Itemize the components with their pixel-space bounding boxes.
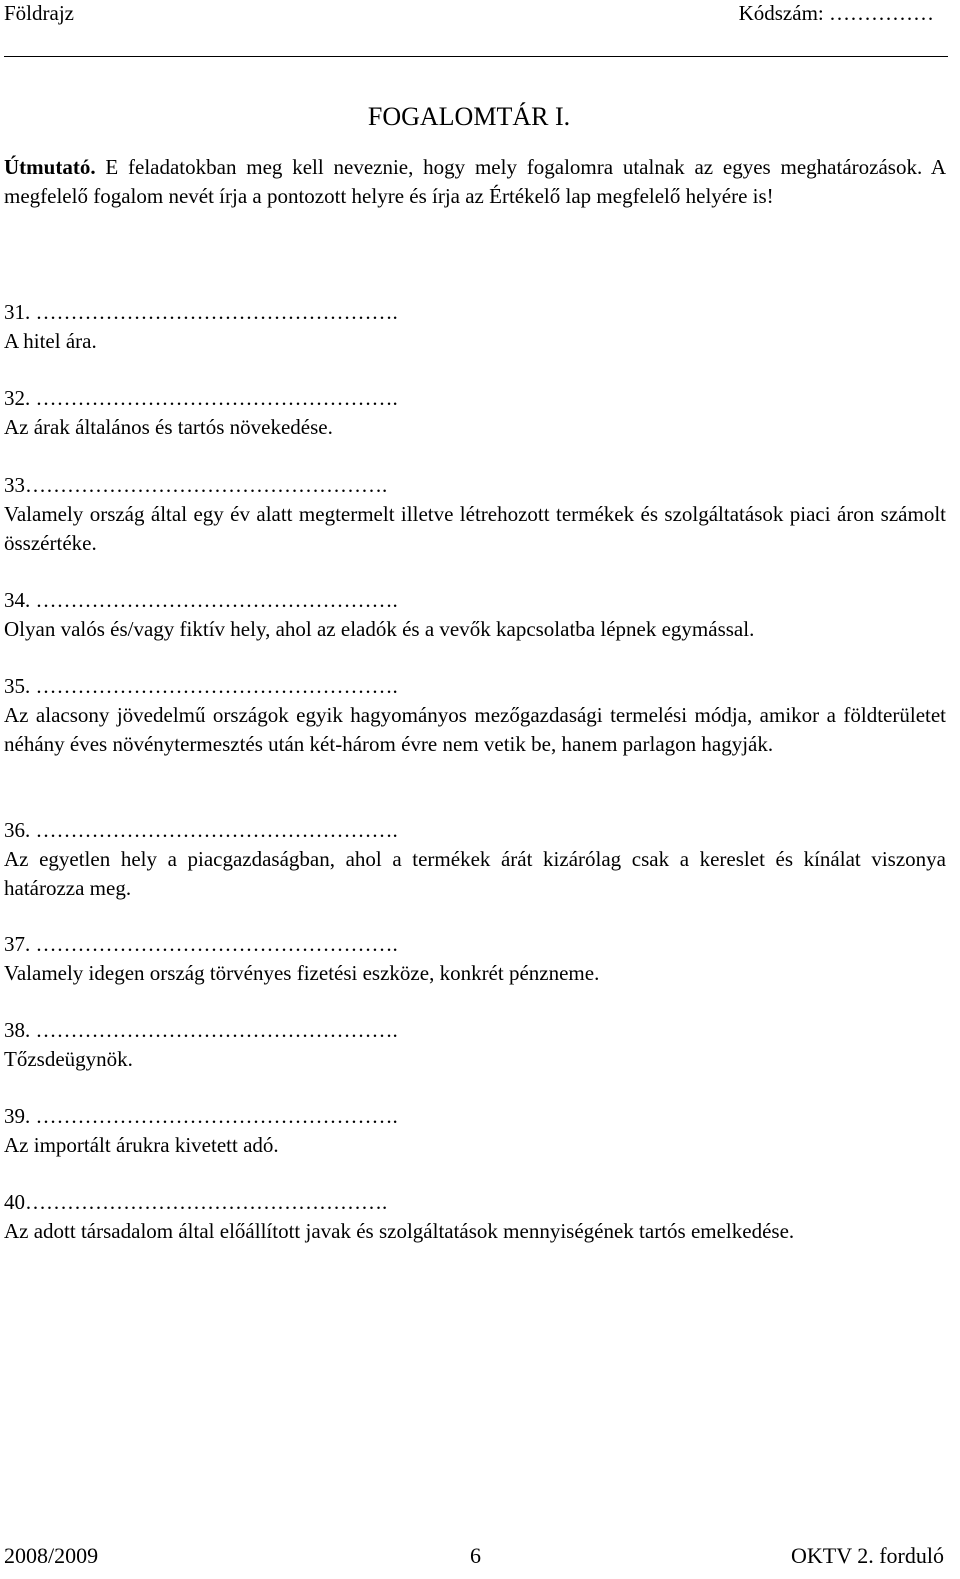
definition: Tőzsdeügynök. xyxy=(4,1047,133,1071)
glossary-item-33 xyxy=(4,471,946,558)
page-number: 6 xyxy=(470,1543,481,1568)
definition: Az alacsony jövedelmű országok egyik hagyományos mezőgazdasági termelési módja, amikor a földterületet néhány éves növénytermesztés után két-három évre nem vetik be, hanem parlagon hagyják. xyxy=(4,703,946,756)
page-header xyxy=(4,0,948,57)
answer-blank[interactable]: 38. ……………………………………………. xyxy=(4,1018,398,1042)
answer-blank[interactable]: 31. ……………………………………………. xyxy=(4,300,398,324)
instructions-label: Útmutató. xyxy=(4,155,96,179)
glossary-item-37 xyxy=(4,930,946,988)
answer-blank[interactable]: 39. ……………………………………………. xyxy=(4,1104,398,1128)
code-label: Kódszám: …………… xyxy=(738,1,934,25)
footer-year: 2008/2009 xyxy=(4,1543,99,1568)
answer-blank[interactable]: 36. ……………………………………………. xyxy=(4,818,398,842)
definition: A hitel ára. xyxy=(4,329,97,353)
definition: Az importált árukra kivetett adó. xyxy=(4,1133,279,1157)
answer-blank[interactable]: 34. ……………………………………………. xyxy=(4,588,398,612)
glossary-item-40 xyxy=(4,1188,946,1246)
answer-blank[interactable]: 37. ……………………………………………. xyxy=(4,932,398,956)
glossary-item-35 xyxy=(4,672,946,759)
answer-blank[interactable]: 40……………………………………………. xyxy=(4,1190,388,1214)
subject-label: Földrajz xyxy=(4,1,74,25)
definition: Valamely idegen ország törvényes fizetési eszköze, konkrét pénzneme. xyxy=(4,961,600,985)
definition: Az adott társadalom által előállított javak és szolgáltatások mennyiségének tartós emelkedése. xyxy=(4,1219,795,1243)
glossary-item-34 xyxy=(4,586,946,644)
definition: Az árak általános és tartós növekedése. xyxy=(4,415,333,439)
answer-blank[interactable]: 35. ……………………………………………. xyxy=(4,674,398,698)
definition: Az egyetlen hely a piacgazdaságban, ahol a termékek árát kizárólag csak a kereslet és kínálat viszonya határozza meg. xyxy=(4,847,946,900)
answer-blank[interactable]: 33……………………………………………. xyxy=(4,473,388,497)
page-title: FOGALOMTÁR I. xyxy=(367,102,571,131)
glossary-item-39 xyxy=(4,1102,946,1160)
instructions-text: E feladatokban meg kell neveznie, hogy mely fogalomra utalnak az egyes meghatározások. A megfelelő fogalom nevét írja a pontozott helyre és írja az Értékelő lap megfelelő helyére is! xyxy=(4,155,947,208)
glossary-item-36 xyxy=(4,816,946,903)
instructions xyxy=(4,153,946,211)
glossary-item-38 xyxy=(4,1016,946,1074)
footer-competition: OKTV 2. forduló xyxy=(791,1543,944,1568)
glossary-item-32 xyxy=(4,384,946,442)
answer-blank[interactable]: 32. ……………………………………………. xyxy=(4,386,398,410)
glossary-item-31 xyxy=(4,298,946,356)
definition: Valamely ország által egy év alatt megtermelt illetve létrehozott termékek és szolgáltatások piaci áron számolt összértéke. xyxy=(4,502,946,555)
definition: Olyan valós és/vagy fiktív hely, ahol az eladók és a vevők kapcsolatba lépnek egymással. xyxy=(4,617,755,641)
page-footer xyxy=(4,1541,944,1579)
